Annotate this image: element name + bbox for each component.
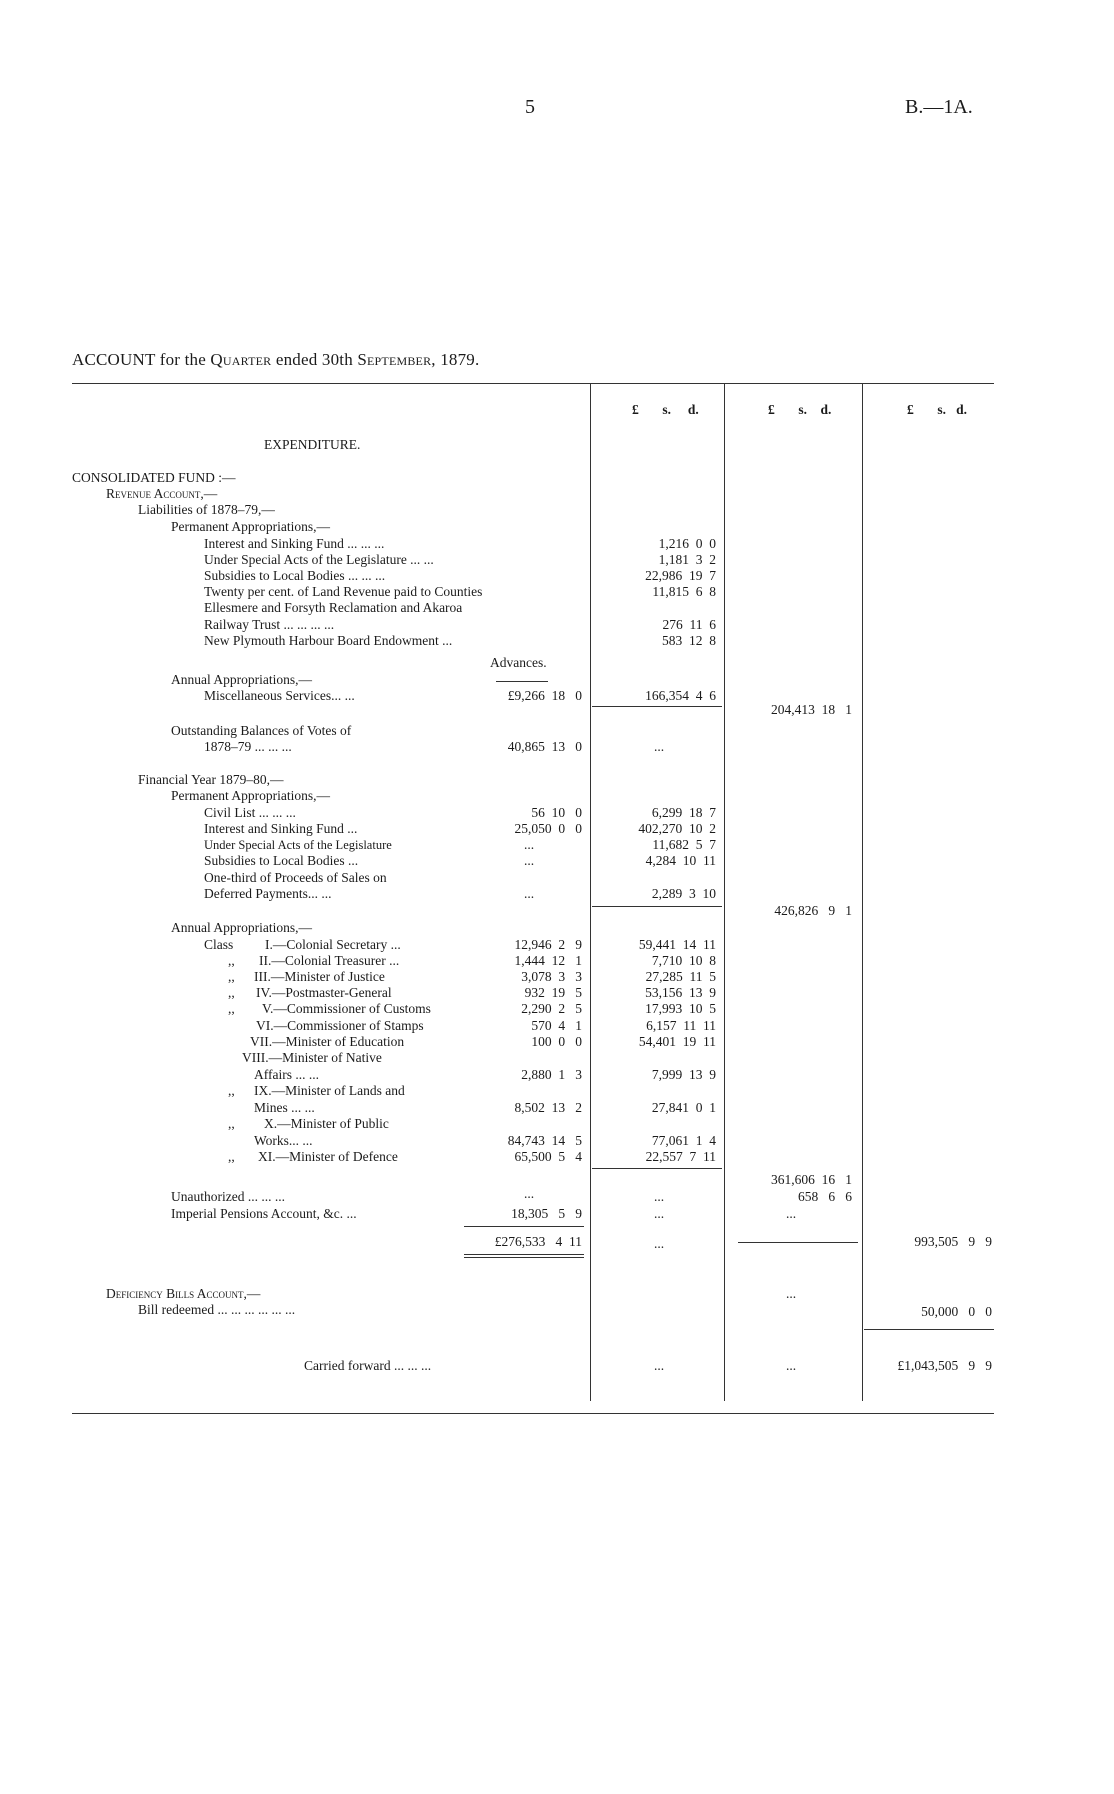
class-prefix-2: ,, [228, 969, 235, 984]
class-label-11: X.—Minister of Public [264, 1116, 389, 1131]
perm-1-amount-0: 1,216 0 0 [658, 536, 716, 551]
bill-redeemed-label: Bill redeemed ... ... ... ... ... ... [138, 1302, 296, 1317]
perm-2-c1-5: ... [524, 886, 535, 901]
class-label-10: Mines ... ... [254, 1100, 315, 1115]
account-title [72, 350, 479, 370]
perm-2-label-4: One-third of Proceeds of Sales on [204, 870, 387, 885]
perm-2-c1-0: 56 10 0 [531, 805, 582, 820]
perm-2-label-1: Interest and Sinking Fund ... [204, 821, 358, 836]
total-c1-double-rule-b [464, 1257, 584, 1258]
class-label-7: VIII.—Minister of Native [242, 1050, 382, 1065]
perm-2-c2-3: 4,284 10 11 [645, 853, 716, 868]
subtotal-1: 204,413 18 1 [771, 702, 852, 717]
advances-label: Advances. [490, 655, 547, 670]
subtotal-3: 361,606 16 1 [771, 1172, 852, 1187]
bottom-rule [72, 1413, 994, 1414]
class-label-12: Works... ... [254, 1133, 313, 1148]
outstanding-label-2: 1878–79 ... ... ... [204, 739, 292, 754]
outstanding-amount: 40,865 13 0 [507, 739, 582, 754]
class-c2-4: 17,993 10 5 [645, 1001, 716, 1016]
class-prefix-13: ,, [228, 1149, 235, 1164]
class-c1-13: 65,500 5 4 [514, 1149, 582, 1164]
class-label-13: XI.—Minister of Defence [258, 1149, 398, 1164]
total-c1-rule [464, 1226, 584, 1227]
perm-2-label-0: Civil List ... ... ... [204, 805, 296, 820]
imperial-c2: ... [654, 1206, 665, 1221]
perm-2-label-3: Subsidies to Local Bodies ... [204, 853, 359, 868]
annual-appropriations-2-heading: Annual Appropriations,— [171, 920, 312, 935]
class-prefix-3: ,, [228, 985, 235, 1000]
unauthorized-c1: ... [524, 1186, 535, 1201]
class-c1-10: 8,502 13 2 [514, 1100, 582, 1115]
subtotal-2-rule [592, 906, 722, 907]
misc-services-advance: £9,266 18 0 [507, 688, 582, 703]
outstanding-label-1: Outstanding Balances of Votes of [171, 723, 352, 738]
class-prefix-1: ,, [228, 953, 235, 968]
perm-2-c1-1: 25,050 0 0 [514, 821, 582, 836]
class-label-8: Affairs ... ... [254, 1067, 319, 1082]
perm-2-c2-1: 402,270 10 2 [638, 821, 716, 836]
deficiency-c3: ... [786, 1286, 797, 1301]
annual-appropriations-heading: Annual Appropriations,— [171, 672, 312, 687]
financial-year-heading: Financial Year 1879–80,— [138, 772, 284, 787]
perm-1-label-4: Ellesmere and Forsyth Reclamation and Akaroa [204, 600, 463, 615]
total-c2: ... [654, 1236, 665, 1251]
perm-1-amount-1: 1,181 3 2 [658, 552, 716, 567]
carried-forward-c2: ... [654, 1358, 665, 1373]
col-divider-2 [724, 383, 725, 1401]
perm-2-c2-2: 11,682 5 7 [652, 837, 716, 852]
class-c2-5: 6,157 11 11 [646, 1018, 716, 1033]
class-c2-3: 53,156 13 9 [645, 985, 716, 1000]
perm-1-amount-5: 276 11 6 [662, 617, 716, 632]
carried-forward-c3: ... [786, 1358, 797, 1373]
unauthorized-label: Unauthorized ... ... ... [171, 1189, 285, 1204]
class-label-0: I.—Colonial Secretary ... [265, 937, 401, 952]
class-c1-12: 84,743 14 5 [507, 1133, 582, 1148]
carried-forward-c4: £1,043,505 9 9 [897, 1358, 992, 1373]
perm-2-label-2: Under Special Acts of the Legislature [204, 838, 392, 852]
class-c1-3: 932 19 5 [524, 985, 582, 1000]
title-prefix: ACCOUNT for the [72, 350, 206, 369]
class-prefix-4: ,, [228, 1001, 235, 1016]
perm-2-c2-5: 2,289 3 10 [651, 886, 716, 901]
unauthorized-c2: ... [654, 1189, 665, 1204]
imperial-c1: 18,305 5 9 [511, 1206, 582, 1221]
class-c2-8: 7,999 13 9 [651, 1067, 716, 1082]
document-reference: B.—1A. [905, 96, 973, 118]
perm-1-label-6: New Plymouth Harbour Board Endowment ... [204, 633, 453, 648]
carried-forward-rule [864, 1329, 994, 1330]
class-c2-12: 77,061 1 4 [651, 1133, 716, 1148]
class-prefix-11: ,, [228, 1116, 235, 1131]
class-label-2: III.—Minister of Justice [254, 969, 385, 984]
title-month: September [357, 350, 432, 369]
class-c2-0: 59,441 14 11 [638, 937, 716, 952]
perm-1-amount-3: 11,815 6 8 [652, 584, 716, 599]
class-c2-1: 7,710 10 8 [651, 953, 716, 968]
column-head-3: £ s. d. [768, 402, 832, 417]
perm-1-label-3: Twenty per cent. of Land Revenue paid to Counties [204, 584, 483, 599]
deficiency-c4: 50,000 0 0 [921, 1304, 992, 1319]
imperial-label: Imperial Pensions Account, &c. ... [171, 1206, 357, 1221]
perm-1-label-2: Subsidies to Local Bodies ... ... ... [204, 568, 386, 583]
class-label-9: IX.—Minister of Lands and [254, 1083, 405, 1098]
class-c2-2: 27,285 11 5 [645, 969, 716, 984]
class-c1-2: 3,078 3 3 [521, 969, 582, 984]
perm-1-label-1: Under Special Acts of the Legislature ... ... [204, 552, 434, 567]
misc-services-label: Miscellaneous Services... ... [204, 688, 355, 703]
column-head-2: £ s. d. [632, 402, 699, 417]
class-label-1: II.—Colonial Treasurer ... [259, 953, 400, 968]
title-quarter: Quarter [210, 350, 272, 369]
perm-1-amount-6: 583 12 8 [662, 633, 716, 648]
misc-services-amount: 166,354 4 6 [645, 688, 716, 703]
advances-rule [496, 681, 548, 682]
imperial-c3: ... [786, 1206, 797, 1221]
perm-2-c1-2: ... [524, 837, 535, 852]
deficiency-heading: Deficiency Bills Account,— [106, 1286, 261, 1301]
perm-2-c2-0: 6,299 18 7 [651, 805, 716, 820]
section-title: EXPENDITURE. [264, 437, 361, 452]
perm-2-label-5: Deferred Payments... ... [204, 886, 332, 901]
class-label-5: VI.—Commissioner of Stamps [256, 1018, 424, 1033]
column-head-4: £ s. d. [907, 402, 968, 417]
permanent-appropriations-2-heading: Permanent Appropriations,— [171, 788, 330, 803]
class-label-3: IV.—Postmaster-General [256, 985, 392, 1000]
liabilities-heading: Liabilities of 1878–79,— [138, 502, 275, 517]
subtotal-2: 426,826 9 1 [774, 903, 852, 918]
class-c2-6: 54,401 19 11 [638, 1034, 716, 1049]
outstanding-c2: ... [654, 739, 665, 754]
class-c1-0: 12,946 2 9 [514, 937, 582, 952]
perm-1-amount-2: 22,986 19 7 [645, 568, 716, 583]
perm-1-label-5: Railway Trust ... ... ... ... [204, 617, 335, 632]
class-c1-5: 570 4 1 [531, 1018, 582, 1033]
class-c1-6: 100 0 0 [531, 1034, 582, 1049]
class-label-4: V.—Commissioner of Customs [262, 1001, 431, 1016]
title-mid: ended 30th [275, 350, 353, 369]
class-c1-1: 1,444 12 1 [514, 953, 582, 968]
class-c1-8: 2,880 1 3 [521, 1067, 582, 1082]
consolidated-fund-heading: CONSOLIDATED FUND :— [72, 470, 236, 485]
class-prefix-9: ,, [228, 1083, 235, 1098]
total-c3-rule [738, 1242, 858, 1243]
carried-forward-label: Carried forward ... ... ... [304, 1358, 432, 1373]
class-prefix-0: Class [204, 937, 234, 952]
revenue-account-heading: Revenue Account,— [106, 486, 218, 501]
unauthorized-c3: 658 6 6 [798, 1189, 852, 1204]
class-c1-4: 2,290 2 5 [521, 1001, 582, 1016]
subtotal-1-rule [592, 706, 722, 707]
total-c1-double-rule-a [464, 1254, 584, 1255]
class-label-6: VII.—Minister of Education [250, 1034, 405, 1049]
perm-2-c1-3: ... [524, 853, 535, 868]
subtotal-3-rule [592, 1168, 722, 1169]
total-c1: £276,533 4 11 [494, 1234, 582, 1249]
page-number: 5 [525, 96, 535, 118]
permanent-appropriations-heading: Permanent Appropriations,— [171, 519, 330, 534]
perm-1-label-0: Interest and Sinking Fund ... ... ... [204, 536, 385, 551]
title-year: , 1879. [431, 350, 480, 369]
total-c4: 993,505 9 9 [914, 1234, 992, 1249]
class-c2-13: 22,557 7 11 [645, 1149, 716, 1164]
top-rule [72, 383, 994, 384]
col-divider-1 [590, 383, 591, 1401]
class-c2-10: 27,841 0 1 [651, 1100, 716, 1115]
col-divider-3 [862, 383, 863, 1401]
